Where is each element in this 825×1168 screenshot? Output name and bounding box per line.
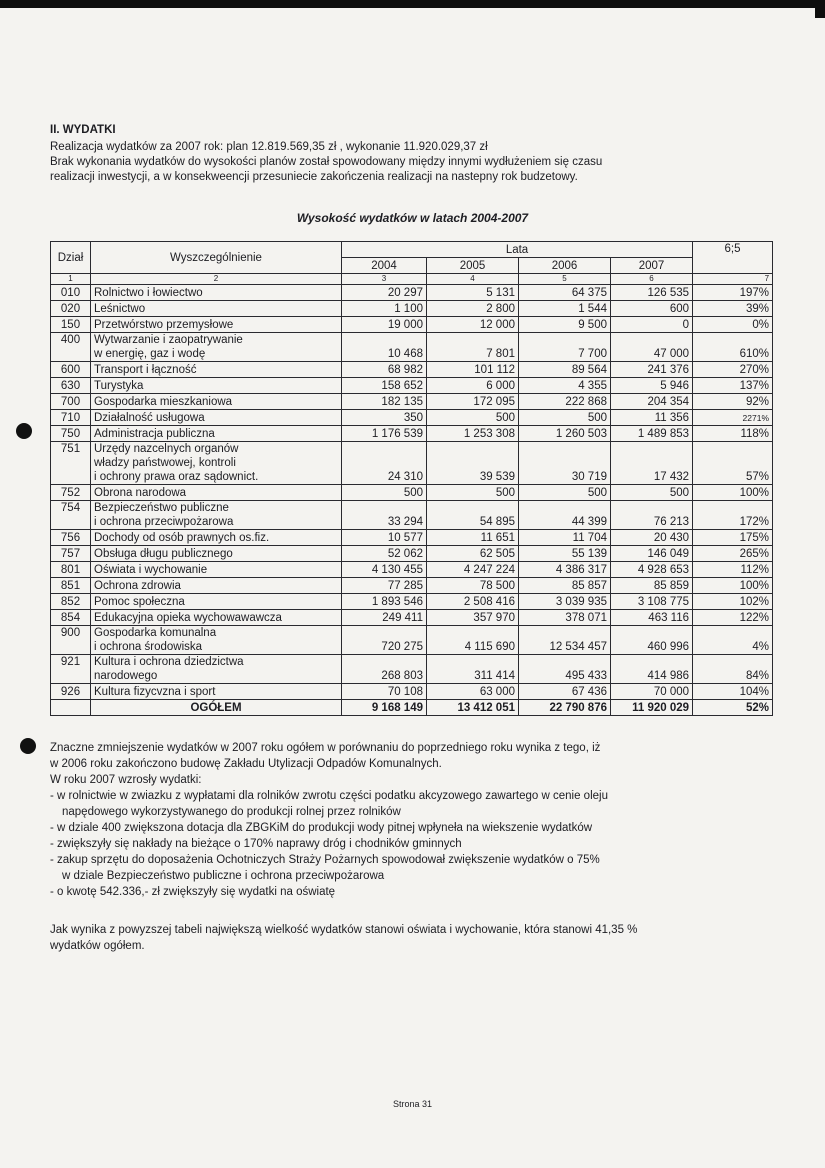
ratio-value: 100% — [693, 578, 773, 594]
year-value: 9 500 — [519, 317, 611, 333]
category-name-line: Gospodarka mieszkaniowa — [94, 396, 233, 408]
year-value: 62 505 — [427, 546, 519, 562]
list-item-line: - w rolnictwie w zwiazku z wypłatami dla rolników zwrotu części podatku akcyzowego zawartego w cenie oleju — [50, 790, 608, 802]
year-value: 7 700 — [519, 333, 611, 362]
dzial-code: 900 — [51, 626, 91, 655]
category-name-line: Ochrona zdrowia — [94, 580, 181, 592]
dzial-code: 801 — [51, 562, 91, 578]
column-number: 7 — [693, 274, 773, 285]
year-value: 24 310 — [342, 442, 427, 485]
dzial-code: 757 — [51, 546, 91, 562]
year-value: 12 000 — [427, 317, 519, 333]
year-value: 11 356 — [611, 410, 693, 426]
category-name — [91, 442, 342, 485]
dzial-code: 020 — [51, 301, 91, 317]
table-title: Wysokość wydatków w latach 2004-2007 — [296, 211, 529, 225]
dzial-code: 750 — [51, 426, 91, 442]
table-row — [51, 410, 773, 426]
total-year-value: 9 168 149 — [342, 700, 427, 716]
year-value: 2 508 416 — [427, 594, 519, 610]
list-item-line: - zwiększyły się nakłady na bieżące o 170% naprawy dróg i chodników gminnych — [50, 838, 462, 850]
category-name — [91, 317, 342, 333]
ratio-value: 4% — [693, 626, 773, 655]
dzial-code: 921 — [51, 655, 91, 684]
table-row — [51, 301, 773, 317]
year-value: 1 176 539 — [342, 426, 427, 442]
table-row — [51, 684, 773, 700]
category-name-line: Obsługa długu publicznego — [94, 548, 233, 560]
list-item-line: - w dziale 400 zwiększona dotacja dla ZBGKiM do produkcji wody pitnej wpłyneła na wiekszenie wydatków — [50, 822, 593, 834]
category-name-line: Przetwórstwo przemysłowe — [94, 319, 234, 331]
header-wyszczegolnienie: Wyszczególnienie — [91, 242, 342, 274]
ratio-value: 118% — [693, 426, 773, 442]
category-name — [91, 626, 342, 655]
summary-line: wydatków ogółem. — [50, 940, 145, 952]
intro-line: Brak wykonania wydatków do wysokości planów został spowodowany między innymi wydłużeniem się czasu — [50, 156, 603, 168]
table-row — [51, 610, 773, 626]
year-value: 7 801 — [427, 333, 519, 362]
year-value: 33 294 — [342, 501, 427, 530]
category-name — [91, 333, 342, 362]
category-name — [91, 562, 342, 578]
year-value: 4 115 690 — [427, 626, 519, 655]
year-value: 20 297 — [342, 285, 427, 301]
column-number: 6 — [611, 274, 693, 285]
table-row — [51, 442, 773, 485]
category-name-line: Bezpieczeństwo publiczne — [94, 502, 229, 514]
table-row — [51, 594, 773, 610]
year-value: 204 354 — [611, 394, 693, 410]
total-ratio-value: 52% — [693, 700, 773, 716]
year-value: 30 719 — [519, 442, 611, 485]
category-name — [91, 362, 342, 378]
intro-line: realizacji inwestycji, a w konsekweencji przesuniecie zakończenia realizacji na nastepny rok budzetowy. — [50, 171, 578, 183]
category-name-line: i ochrona przeciwpożarowa — [94, 516, 234, 528]
summary — [50, 922, 775, 954]
total-year-value: 13 412 051 — [427, 700, 519, 716]
category-name-line: Kultura fizycvzna i sport — [94, 686, 216, 698]
dzial-code: 600 — [51, 362, 91, 378]
table-row — [51, 485, 773, 501]
category-name-line: Pomoc społeczna — [94, 596, 185, 608]
category-name-line: Turystyka — [94, 380, 144, 392]
category-name-line: Urzędy nazcelnych organów — [94, 443, 239, 455]
year-value: 52 062 — [342, 546, 427, 562]
ratio-value: 112% — [693, 562, 773, 578]
year-value: 5 946 — [611, 378, 693, 394]
year-value: 4 928 653 — [611, 562, 693, 578]
table-row — [51, 655, 773, 684]
ratio-value: 39% — [693, 301, 773, 317]
table-row — [51, 426, 773, 442]
table-row — [51, 546, 773, 562]
header-year: 2004 — [342, 258, 427, 274]
year-value: 378 071 — [519, 610, 611, 626]
year-value: 67 436 — [519, 684, 611, 700]
total-year-value: 22 790 876 — [519, 700, 611, 716]
table-row — [51, 501, 773, 530]
year-value: 20 430 — [611, 530, 693, 546]
commentary-line: W roku 2007 wzrosły wydatki: — [50, 774, 202, 786]
ratio-value: 0% — [693, 317, 773, 333]
column-number: 5 — [519, 274, 611, 285]
scan-edge-corner — [815, 0, 825, 18]
dzial-code: 150 — [51, 317, 91, 333]
category-name-line: i ochrony prawa oraz sądownict. — [94, 471, 259, 483]
year-value: 6 000 — [427, 378, 519, 394]
year-value: 19 000 — [342, 317, 427, 333]
category-name — [91, 301, 342, 317]
dzial-code: 756 — [51, 530, 91, 546]
year-value: 500 — [519, 410, 611, 426]
ratio-value: 610% — [693, 333, 773, 362]
dzial-code: 710 — [51, 410, 91, 426]
year-value: 39 539 — [427, 442, 519, 485]
category-name-line: w energię, gaz i wodę — [94, 348, 206, 360]
column-number: 1 — [51, 274, 91, 285]
increase-list — [50, 788, 775, 900]
commentary-line: w 2006 roku zakończono budowę Zakładu Utylizacji Odpadów Komunalnych. — [50, 758, 442, 770]
year-value: 4 130 455 — [342, 562, 427, 578]
header-year: 2007 — [611, 258, 693, 274]
ratio-value: 104% — [693, 684, 773, 700]
year-value: 63 000 — [427, 684, 519, 700]
list-item-line: w dziale Bezpieczeństwo publiczne i ochrona przeciwpożarowa — [62, 870, 385, 882]
year-value: 70 000 — [611, 684, 693, 700]
ratio-value: 100% — [693, 485, 773, 501]
document-body — [50, 124, 775, 954]
total-row — [51, 700, 773, 716]
category-name — [91, 394, 342, 410]
list-item-line: - zakup sprzętu do doposażenia Ochotniczych Straży Pożarnych spowodował zwiększenie wydatków o 75% — [50, 854, 600, 866]
ratio-value: 175% — [693, 530, 773, 546]
ratio-value: 2271% — [693, 410, 773, 426]
dzial-code: 926 — [51, 684, 91, 700]
table-row — [51, 562, 773, 578]
category-name — [91, 610, 342, 626]
ratio-value: 102% — [693, 594, 773, 610]
year-value: 146 049 — [611, 546, 693, 562]
table-row — [51, 378, 773, 394]
year-value: 54 895 — [427, 501, 519, 530]
table-row — [51, 626, 773, 655]
year-value: 1 893 546 — [342, 594, 427, 610]
category-name — [91, 378, 342, 394]
year-value: 357 970 — [427, 610, 519, 626]
table-row — [51, 285, 773, 301]
table-row — [51, 530, 773, 546]
year-value: 500 — [427, 410, 519, 426]
category-name — [91, 578, 342, 594]
year-value: 126 535 — [611, 285, 693, 301]
year-value: 85 857 — [519, 578, 611, 594]
table-row — [51, 394, 773, 410]
dzial-code: 852 — [51, 594, 91, 610]
year-value: 55 139 — [519, 546, 611, 562]
total-code — [51, 700, 91, 716]
year-value: 17 432 — [611, 442, 693, 485]
category-name-line: Transport i łączność — [94, 364, 197, 376]
column-number: 3 — [342, 274, 427, 285]
dzial-code: 851 — [51, 578, 91, 594]
category-name — [91, 655, 342, 684]
year-value: 460 996 — [611, 626, 693, 655]
category-name-line: Działalność usługowa — [94, 412, 205, 424]
dzial-code: 630 — [51, 378, 91, 394]
category-name-line: Oświata i wychowanie — [94, 564, 208, 576]
category-name-line: Administracja publiczna — [94, 428, 215, 440]
year-value: 44 399 — [519, 501, 611, 530]
year-value: 0 — [611, 317, 693, 333]
category-name-line: Kultura i ochrona dziedzictwa — [94, 656, 244, 668]
list-item-line: napędowego wykorzystywanego do produkcji rolnej przez rolników — [62, 806, 401, 818]
list-item — [50, 836, 775, 852]
dzial-code: 752 — [51, 485, 91, 501]
year-value: 89 564 — [519, 362, 611, 378]
category-name — [91, 546, 342, 562]
year-value: 1 253 308 — [427, 426, 519, 442]
year-value: 500 — [519, 485, 611, 501]
year-value: 268 803 — [342, 655, 427, 684]
year-value: 2 800 — [427, 301, 519, 317]
category-name — [91, 285, 342, 301]
category-name — [91, 594, 342, 610]
year-value: 70 108 — [342, 684, 427, 700]
header-dzial: Dział — [51, 242, 91, 274]
year-value: 600 — [611, 301, 693, 317]
ratio-value: 137% — [693, 378, 773, 394]
year-value: 85 859 — [611, 578, 693, 594]
punch-hole — [20, 738, 36, 754]
year-value: 1 489 853 — [611, 426, 693, 442]
dzial-code: 010 — [51, 285, 91, 301]
summary-line: Jak wynika z powyzszej tabeli największą wielkość wydatków stanowi oświata i wychowanie, która stanowi 41,35 % — [50, 924, 638, 936]
year-value: 1 260 503 — [519, 426, 611, 442]
category-name — [91, 426, 342, 442]
year-value: 241 376 — [611, 362, 693, 378]
dzial-code: 854 — [51, 610, 91, 626]
year-value: 68 982 — [342, 362, 427, 378]
category-name-line: Leśnictwo — [94, 303, 146, 315]
ratio-value: 84% — [693, 655, 773, 684]
list-item — [50, 820, 775, 836]
category-name-line: Edukacyjna opieka wychowawawcza — [94, 612, 282, 624]
year-value: 222 868 — [519, 394, 611, 410]
punch-hole — [16, 423, 32, 439]
ratio-value: 270% — [693, 362, 773, 378]
ratio-value: 92% — [693, 394, 773, 410]
commentary — [50, 740, 775, 900]
category-name-line: władzy państwowej, kontroli — [94, 457, 236, 469]
table-row — [51, 578, 773, 594]
total-label: OGÓŁEM — [91, 700, 342, 716]
total-year-value: 11 920 029 — [611, 700, 693, 716]
year-value: 720 275 — [342, 626, 427, 655]
list-item — [50, 788, 775, 820]
year-value: 1 544 — [519, 301, 611, 317]
year-value: 10 577 — [342, 530, 427, 546]
category-name — [91, 410, 342, 426]
year-value: 4 355 — [519, 378, 611, 394]
list-item-line: - o kwotę 542.336,- zł zwiększyły się wydatki na oświatę — [50, 886, 336, 898]
year-value: 3 039 935 — [519, 594, 611, 610]
header-year: 2005 — [427, 258, 519, 274]
year-value: 10 468 — [342, 333, 427, 362]
year-value: 64 375 — [519, 285, 611, 301]
commentary-line: Znaczne zmniejszenie wydatków w 2007 roku ogółem w porównaniu do poprzedniego roku wynika z tego, iż — [50, 742, 601, 754]
ratio-value: 57% — [693, 442, 773, 485]
year-value: 11 651 — [427, 530, 519, 546]
year-value: 76 213 — [611, 501, 693, 530]
year-value: 249 411 — [342, 610, 427, 626]
year-value: 463 116 — [611, 610, 693, 626]
year-value: 5 131 — [427, 285, 519, 301]
ratio-value: 265% — [693, 546, 773, 562]
ratio-value: 197% — [693, 285, 773, 301]
year-value: 101 112 — [427, 362, 519, 378]
year-value: 12 534 457 — [519, 626, 611, 655]
year-value: 158 652 — [342, 378, 427, 394]
column-number: 2 — [91, 274, 342, 285]
year-value: 47 000 — [611, 333, 693, 362]
header-lata: Lata — [342, 242, 693, 258]
ratio-value: 122% — [693, 610, 773, 626]
category-name — [91, 684, 342, 700]
year-value: 350 — [342, 410, 427, 426]
ratio-value: 172% — [693, 501, 773, 530]
category-name — [91, 501, 342, 530]
category-name-line: Gospodarka komunalna — [94, 627, 217, 639]
dzial-code: 700 — [51, 394, 91, 410]
scan-edge-top — [0, 0, 825, 8]
table-row — [51, 362, 773, 378]
section-heading: II. WYDATKI — [50, 124, 116, 136]
column-number: 4 — [427, 274, 519, 285]
year-value: 495 433 — [519, 655, 611, 684]
year-value: 1 100 — [342, 301, 427, 317]
category-name-line: narodowego — [94, 670, 158, 682]
category-name — [91, 530, 342, 546]
year-value: 77 285 — [342, 578, 427, 594]
dzial-code: 754 — [51, 501, 91, 530]
category-name — [91, 485, 342, 501]
year-value: 172 095 — [427, 394, 519, 410]
year-value: 4 247 224 — [427, 562, 519, 578]
table-row — [51, 317, 773, 333]
year-value: 78 500 — [427, 578, 519, 594]
year-value: 414 986 — [611, 655, 693, 684]
page-number: Strona 31 — [392, 1099, 433, 1109]
category-name-line: Wytwarzanie i zaopatrywanie — [94, 334, 243, 346]
header-year: 2006 — [519, 258, 611, 274]
table-row — [51, 333, 773, 362]
list-item — [50, 884, 775, 900]
year-value: 11 704 — [519, 530, 611, 546]
intro-line: Realizacja wydatków za 2007 rok: plan 12.819.569,35 zł , wykonanie 11.920.029,37 zł — [50, 141, 488, 153]
year-value: 500 — [427, 485, 519, 501]
dzial-code: 751 — [51, 442, 91, 485]
category-name-line: Obrona narodowa — [94, 487, 187, 499]
category-name-line: i ochrona środowiska — [94, 641, 203, 653]
category-name-line: Dochody od osób prawnych os.fiz. — [94, 532, 270, 544]
year-value: 500 — [611, 485, 693, 501]
header-ratio: 6;5 — [693, 242, 773, 274]
dzial-code: 400 — [51, 333, 91, 362]
year-value: 4 386 317 — [519, 562, 611, 578]
year-value: 182 135 — [342, 394, 427, 410]
year-value: 3 108 775 — [611, 594, 693, 610]
year-value: 311 414 — [427, 655, 519, 684]
list-item — [50, 852, 775, 884]
category-name-line: Rolnictwo i łowiectwo — [94, 287, 203, 299]
year-value: 500 — [342, 485, 427, 501]
expenses-table — [50, 241, 773, 716]
